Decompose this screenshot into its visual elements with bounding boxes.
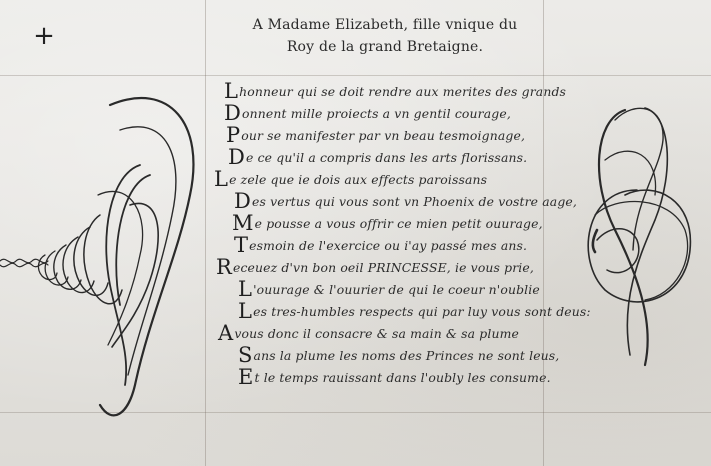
acrostic-initial: P	[226, 123, 241, 147]
dedication-line-1: A Madame Elizabeth, fille vnique du	[252, 17, 518, 33]
poem-line-text: es vertus qui vous sont vn Phoenix de vostre aage,	[252, 194, 577, 209]
rule-top	[0, 75, 711, 76]
poem-line	[212, 322, 542, 344]
margin-rule-right	[543, 0, 544, 466]
poem-line-text: e zele que ie dois aux effects paroissans	[229, 172, 488, 187]
acrostic-initial: E	[238, 365, 254, 389]
poem-line	[212, 124, 542, 146]
acrostic-initial: R	[216, 255, 232, 279]
poem-line-text: 'ouurage & l'ouurier de qui le coeur n'oublie	[253, 282, 540, 297]
cross-mark: +	[33, 21, 55, 51]
poem-line-text: esmoin de l'exercice ou i'ay passé mes ans.	[249, 238, 528, 253]
dedication-heading	[230, 14, 540, 58]
poem-line	[212, 168, 542, 190]
acrostic-initial: D	[228, 145, 245, 169]
poem-line-text: onnent mille proiects a vn gentil courage,	[242, 106, 511, 121]
acrostic-initial: A	[218, 321, 234, 345]
poem-line	[212, 79, 567, 103]
poem-line	[212, 102, 542, 124]
poem-line	[212, 365, 551, 389]
poem-line	[212, 212, 542, 234]
poem-line-text: es tres-humbles respects qui par luy vous sont deus:	[253, 304, 591, 319]
poem-line-text: honneur qui se doit rendre aux merites des grands	[239, 84, 567, 99]
poem-line	[212, 234, 542, 256]
acrostic-initial: L	[224, 79, 239, 103]
poem-line	[212, 146, 542, 168]
acrostic-initial: D	[224, 101, 241, 125]
poem-line	[212, 278, 542, 300]
poem-line	[212, 256, 542, 278]
left-calligraphic-flourish	[0, 85, 205, 430]
poem-line-text: e ce qu'il a compris dans les arts florissans.	[246, 150, 528, 165]
margin-rule-left	[205, 0, 206, 466]
acrostic-initial: L	[238, 277, 253, 301]
poem-line-text: our se manifester par vn beau tesmoignage,	[241, 128, 526, 143]
dedication-line-2: Roy de la grand Bretaigne.	[286, 39, 484, 55]
acrostic-poem	[212, 79, 591, 389]
acrostic-initial: M	[232, 211, 254, 235]
acrostic-initial: S	[238, 343, 253, 367]
poem-line	[212, 299, 591, 323]
poem-line-text: ans la plume les noms des Princes ne sont leus,	[253, 348, 560, 363]
acrostic-initial: L	[214, 167, 229, 191]
acrostic-initial: T	[234, 233, 249, 257]
acrostic-initial: L	[238, 299, 253, 323]
poem-line	[212, 343, 560, 367]
right-calligraphic-flourish	[575, 100, 700, 370]
poem-line-text: eceuez d'vn bon oeil PRINCESSE, ie vous prie,	[232, 260, 534, 275]
poem-line-text: e pousse a vous offrir ce mien petit ouurage,	[254, 216, 543, 231]
poem-line	[212, 189, 577, 213]
poem-line-text: t le temps rauissant dans l'oubly les consume.	[254, 370, 551, 385]
poem-line-text: vous donc il consacre & sa main & sa plume	[234, 326, 520, 341]
acrostic-initial: D	[234, 189, 251, 213]
